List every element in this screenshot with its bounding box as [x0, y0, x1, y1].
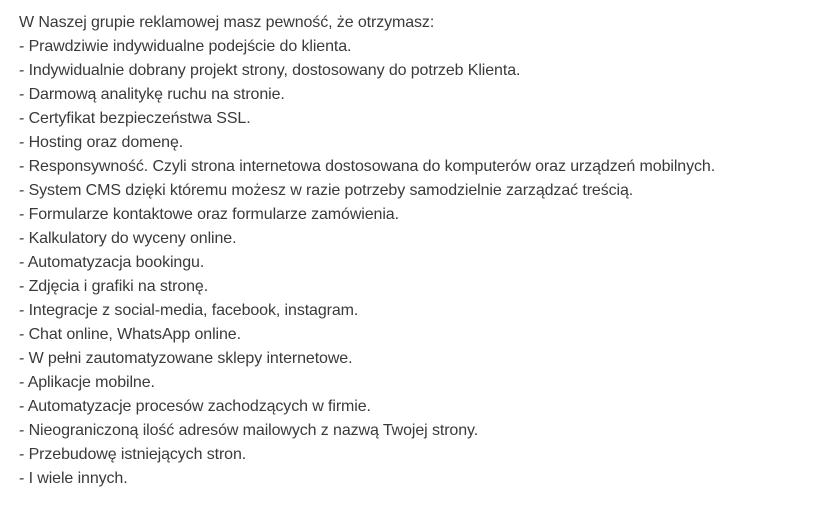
list-item: - Kalkulatory do wyceny online. — [19, 230, 237, 247]
list-item: - Automatyzacje procesów zachodzących w firmie. — [19, 398, 371, 415]
list-item: - Hosting oraz domenę. — [19, 134, 184, 151]
list-item: - I wiele innych. — [19, 470, 128, 487]
list-item: - Responsywność. Czyli strona internetowa dostosowana do komputerów oraz urządzeń mobilnych. — [19, 158, 716, 175]
list-item: - Chat online, WhatsApp online. — [19, 326, 241, 343]
benefits-text-block — [19, 11, 811, 491]
list-item: - Darmową analitykę ruchu na stronie. — [19, 86, 285, 103]
list-item: - W pełni zautomatyzowane sklepy internetowe. — [19, 350, 353, 367]
list-item: - Prawdziwie indywidualne podejście do klienta. — [19, 38, 352, 55]
list-item: - Formularze kontaktowe oraz formularze zamówienia. — [19, 206, 399, 223]
list-item: - Indywidualnie dobrany projekt strony, dostosowany do potrzeb Klienta. — [19, 62, 521, 79]
intro-text: W Naszej grupie reklamowej masz pewność, że otrzymasz: — [19, 14, 435, 31]
list-item: - Przebudowę istniejących stron. — [19, 446, 247, 463]
list-item: - System CMS dzięki któremu możesz w razie potrzeby samodzielnie zarządzać treścią. — [19, 182, 634, 199]
list-item: - Integracje z social-media, facebook, instagram. — [19, 302, 359, 319]
list-item: - Zdjęcia i grafiki na stronę. — [19, 278, 209, 295]
list-item: - Aplikacje mobilne. — [19, 374, 155, 391]
list-item: - Automatyzacja bookingu. — [19, 254, 205, 271]
list-item: - Certyfikat bezpieczeństwa SSL. — [19, 110, 251, 127]
list-item: - Nieograniczoną ilość adresów mailowych z nazwą Twojej strony. — [19, 422, 479, 439]
